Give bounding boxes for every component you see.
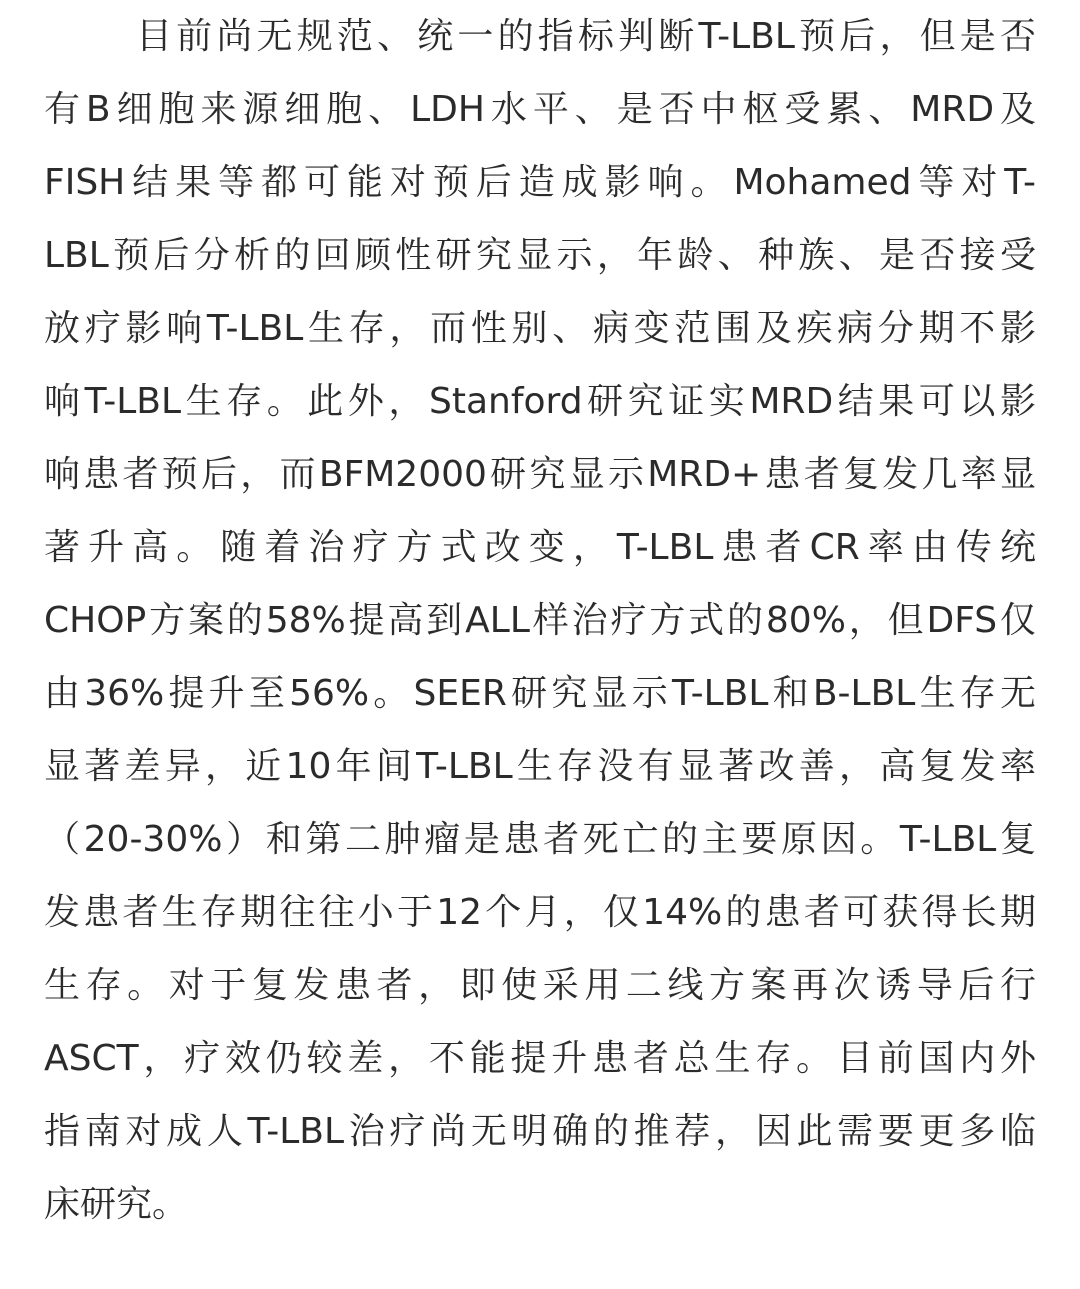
paragraph-line: 显著差异，近10年间T-LBL生存没有显著改善，高复发率 (44, 746, 1036, 787)
paragraph-line: 有B细胞来源细胞、LDH水平、是否中枢受累、MRD及 (44, 89, 1036, 130)
paragraph-line: FISH结果等都可能对预后造成影响。Mohamed等对T- (44, 162, 1036, 203)
article-paragraph (44, 0, 1036, 1241)
paragraph-line: 床研究。 (44, 1184, 189, 1225)
paragraph-line: 发患者生存期往往小于12个月，仅14%的患者可获得长期 (44, 892, 1036, 933)
paragraph-line: 由36%提升至56%。SEER研究显示T-LBL和B-LBL生存无 (44, 673, 1036, 714)
paragraph-line: 目前尚无规范、统一的指标判断T-LBL预后，但是否 (136, 16, 1036, 57)
paragraph-line: 指南对成人T-LBL治疗尚无明确的推荐，因此需要更多临 (44, 1111, 1036, 1152)
paragraph-line: LBL预后分析的回顾性研究显示，年龄、种族、是否接受 (44, 235, 1036, 276)
paragraph-line: 著升高。随着治疗方式改变，T-LBL患者CR率由传统 (44, 527, 1036, 568)
paragraph-line: 响T-LBL生存。此外，Stanford研究证实MRD结果可以影 (44, 381, 1036, 422)
paragraph-line: （20-30%）和第二肿瘤是患者死亡的主要原因。T-LBL复 (44, 819, 1036, 860)
paragraph-line: CHOP方案的58%提高到ALL样治疗方式的80%，但DFS仅 (44, 600, 1036, 641)
paragraph-line: 生存。对于复发患者，即使采用二线方案再次诱导后行 (44, 965, 1036, 1006)
paragraph-line: 放疗影响T-LBL生存，而性别、病变范围及疾病分期不影 (44, 308, 1036, 349)
paragraph-line: ASCT，疗效仍较差，不能提升患者总生存。目前国内外 (44, 1038, 1036, 1079)
paragraph-line: 响患者预后，而BFM2000研究显示MRD+患者复发几率显 (44, 454, 1036, 495)
